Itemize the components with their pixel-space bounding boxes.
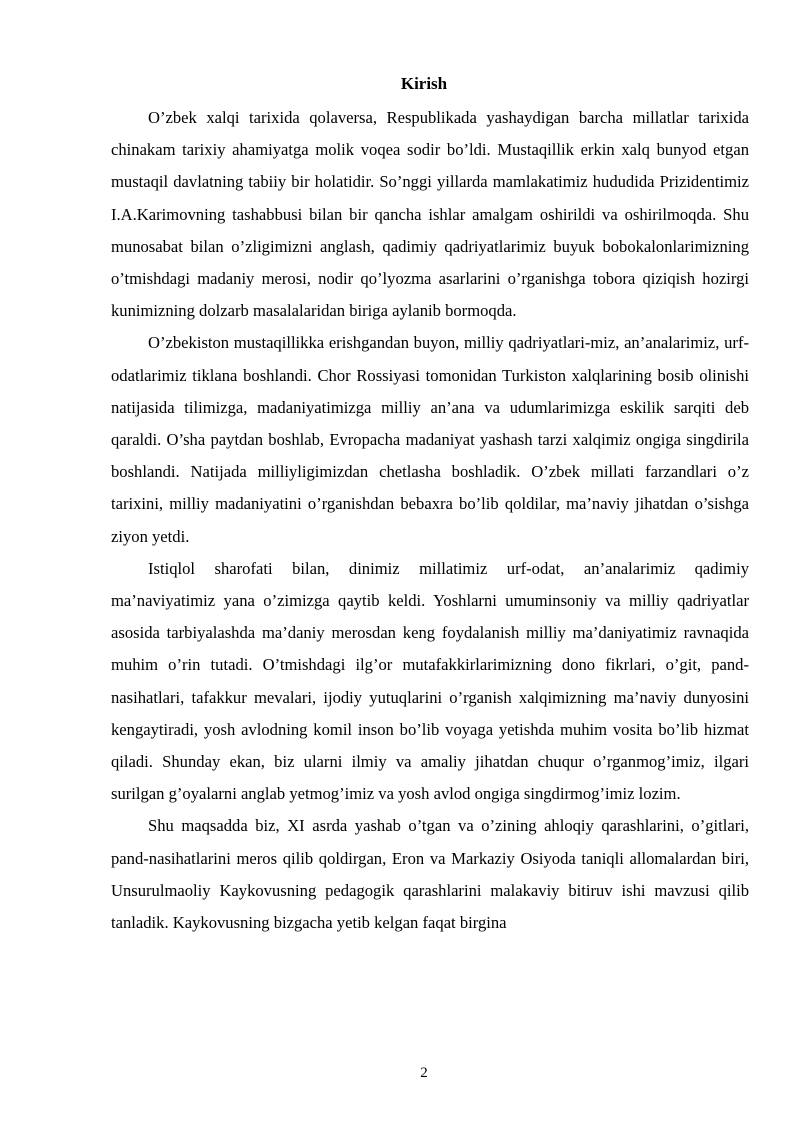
page-number: 2 xyxy=(420,1065,428,1081)
paragraph: Istiqlol sharofati bilan, dinimiz millatimiz urf-odat, an’analarimiz qadimiy ma’naviyatimiz yana o’zimizga qaytib keldi. Yoshlarni umuminsoniy va milliy qadriyatlar asosida tarbiyalashda ma’daniy merosdan keng foydalanish milliy ma’daniyatimiz ravnaqida muhim o’rin tutadi. O’tmishdagi ilg’or mutafakkirlarimizning dono fikrlari, o’git, pand-nasihatlari, tafakkur mevalari, ijodiy yutuqlarini o’rganish xalqimizning ma’naviy dunyosini kengaytiradi, yosh avlodning komil inson bo’lib voyaga yetishda muhim vosita bo’lib hizmat qiladi. Shunday ekan, biz ularni ilmiy va amaliy jihatdan chuqur o’rganmog’imiz, ilgari surilgan g’oyalarni anglab yetmog’imiz va yosh avlod ongiga singdirmog’imiz lozim. xyxy=(111,558,749,804)
paragraph: O’zbekiston mustaqillikka erishgandan buyon, milliy qadriyatlari-miz, an’analarimiz, urf-odatlarimiz tiklana boshlandi. Chor Rossiyasi tomonidan Turkiston xalqlarining bosib olinishi natijasida tilimizga, madaniyatimizga milliy an’ana va udumlarimizga eskilik sarqiti deb qaraldi. O’sha paytdan boshlab, Evropacha madaniyat yashash tarzi xalqimiz ongiga singdirila boshlandi. Natijada milliyligimizdan chetlasha boshladik. O’zbek millati farzandlari o’z tarixini, milliy madaniyatini o’rganishdan bebaxra bo’lib qoldilar, ma’naviy jihatdan o’sishga ziyon yetdi. xyxy=(111,333,749,546)
section-heading: Kirish xyxy=(400,74,448,93)
paragraph: O’zbek xalqi tarixida qolaversa, Respublikada yashaydigan barcha millatlar tarixida chinakam tarixiy ahamiyatga molik voqea sodir bo’ldi. Mustaqillik erkin xalq bunyod etgan mustaqil davlatning tabiiy bir holatidir. So’nggi yillarda mamlakatimiz hududida Prizidentimiz I.A.Karimovning tashabbusi bilan bir qancha ishlar amalgam oshirildi va oshirilmoqda. Shu munosabat bilan o’zligimizni anglash, qadimiy qadriyatlarimiz buyuk bobokalonlarimizning o’tmishdagi madaniy merosi, nodir qo’lyozma asarlarini o’rganishga tobora qiziqish hozirgi kunimizning dolzarb masalalaridan biriga aylanib bormoqda. xyxy=(111,108,749,321)
paragraph: Shu maqsadda biz, XI asrda yashab o’tgan va o’zining ahloqiy qarashlarini, o’gitlari, pand-nasihatlarini meros qilib qoldirgan, Eron va Markaziy Osiyoda taniqli allomalardan biri, Unsurulmaoliy Kaykovusning pedagogik qarashlarini malakaviy bitiruv ishi mavzusi qilib tanladik. Kaykovusning bizgacha yetib kelgan faqat birgina xyxy=(111,816,749,933)
body-text xyxy=(111,102,749,939)
